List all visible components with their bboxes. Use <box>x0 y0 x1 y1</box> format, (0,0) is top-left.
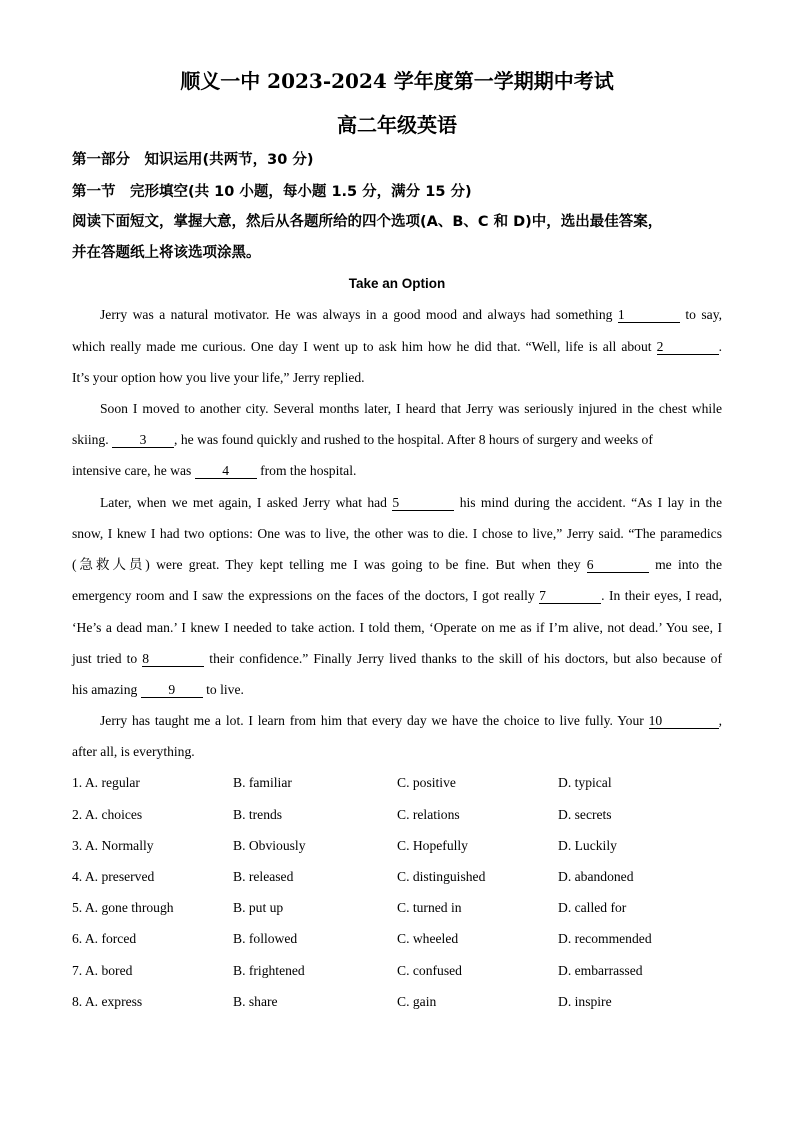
blank-1: 1 <box>618 308 680 323</box>
option-d: D. embarrassed <box>558 963 643 978</box>
option-a: 3. A. Normally <box>72 838 154 853</box>
passage-text: to live. <box>206 682 244 697</box>
passage-line <box>72 681 722 699</box>
option-c: C. confused <box>397 963 462 978</box>
passage-text: just tried to <box>72 651 138 666</box>
option-b: B. frightened <box>233 963 305 978</box>
passage-text: his amazing <box>72 682 138 697</box>
passage-text: which really made me curious. One day I went up to ask him how he did that. “Well, life is all about <box>72 339 652 354</box>
option-c: C. turned in <box>397 900 462 915</box>
passage-text: Later, when we met again, I asked Jerry what had <box>100 495 387 510</box>
passage-line <box>72 462 722 480</box>
option-d: D. inspire <box>558 994 612 1009</box>
passage-text: his mind during the accident. “As I lay in the <box>459 495 722 510</box>
option-a: 7. A. bored <box>72 963 133 978</box>
instruction-line-2: 并在答题纸上将该选项涂黑。 <box>72 245 261 261</box>
passage-text: (急救人员) were great. They kept telling me I was going to be fine. But when they <box>72 557 581 572</box>
blank-7: 7 <box>539 589 601 604</box>
exam-title: 顺义一中 2023-2024 学年度第一学期期中考试 <box>180 69 614 93</box>
passage-text: , he was found quickly and rushed to the hospital. After 8 hours of surgery and weeks of <box>174 432 653 447</box>
blank-4: 4 <box>195 464 257 479</box>
option-a: 8. A. express <box>72 994 143 1009</box>
passage-text: me into the <box>655 557 722 572</box>
passage-line: Soon I moved to another city. Several months later, I heard that Jerry was seriously injured in the chest while <box>100 401 722 416</box>
passage-text: intensive care, he was <box>72 463 192 478</box>
option-a: 1. A. regular <box>72 775 140 790</box>
option-b: B. followed <box>233 931 298 946</box>
passage-line <box>100 494 722 512</box>
passage-text: to say, <box>685 307 722 322</box>
blank-2: 2 <box>657 340 719 355</box>
passage-text: , <box>718 713 722 728</box>
passage-line <box>100 306 722 324</box>
passage-line: after all, is everything. <box>72 744 195 759</box>
blank-9: 9 <box>141 683 203 698</box>
blank-8: 8 <box>142 652 204 667</box>
blank-3: 3 <box>112 433 174 448</box>
passage-line <box>72 587 722 605</box>
passage-text: from the hospital. <box>260 463 357 478</box>
passage-text: . <box>718 339 722 354</box>
passage-text: skiing. <box>72 432 109 447</box>
option-d: D. abandoned <box>558 869 634 884</box>
passage-text: Jerry has taught me a lot. I learn from him that every day we have the choice to live fully. Your <box>100 713 644 728</box>
option-d: D. recommended <box>558 931 652 946</box>
option-d: D. Luckily <box>558 838 617 853</box>
option-b: B. Obviously <box>233 838 306 853</box>
blank-6: 6 <box>587 558 649 573</box>
option-d: D. typical <box>558 775 612 790</box>
blank-10: 10 <box>649 714 719 729</box>
passage-text: emergency room and I saw the expressions on the faces of the doctors, I got really <box>72 588 535 603</box>
option-a: 2. A. choices <box>72 807 143 822</box>
passage-line <box>72 338 722 356</box>
passage-line <box>72 556 722 574</box>
passage-text: . In their eyes, I read, <box>601 588 722 603</box>
option-c: C. wheeled <box>397 931 459 946</box>
option-b: B. share <box>233 994 278 1009</box>
option-c: C. Hopefully <box>397 838 468 853</box>
option-d: D. called for <box>558 900 627 915</box>
option-a: 4. A. preserved <box>72 869 155 884</box>
option-b: B. released <box>233 869 294 884</box>
option-c: C. gain <box>397 994 437 1009</box>
option-d: D. secrets <box>558 807 612 822</box>
exam-subtitle: 高二年级英语 <box>337 113 457 137</box>
passage-text: Jerry was a natural motivator. He was always in a good mood and always had something <box>100 307 613 322</box>
option-b: B. put up <box>233 900 284 915</box>
option-c: C. relations <box>397 807 460 822</box>
passage-line <box>72 431 722 449</box>
option-a: 6. A. forced <box>72 931 137 946</box>
passage-line: ‘He’s a dead man.’ I knew I needed to take action. I told them, ‘Operate on me as if I’m alive, not dead.’ You see, I <box>72 620 722 635</box>
option-b: B. trends <box>233 807 283 822</box>
instruction-line-1: 阅读下面短文，掌握大意，然后从各题所给的四个选项(A、B、C 和 D)中，选出最佳答案， <box>72 214 663 230</box>
passage-line: It’s your option how you live your life,” Jerry replied. <box>72 370 365 385</box>
passage-text: their confidence.” Finally Jerry lived thanks to the skill of his doctors, but also because of <box>209 651 722 666</box>
passage-line <box>100 712 722 730</box>
part-heading: 第一部分 知识运用(共两节，30 分) <box>72 152 314 168</box>
option-b: B. familiar <box>233 775 292 790</box>
blank-5: 5 <box>392 496 454 511</box>
passage-line: snow, I knew I had two options: One was to live, the other was to die. I chose to live,” Jerry said. “The paramedics <box>72 526 722 541</box>
section-heading: 第一节 完形填空(共 10 小题，每小题 1.5 分，满分 15 分) <box>72 184 472 200</box>
option-a: 5. A. gone through <box>72 900 174 915</box>
passage-line <box>72 650 722 668</box>
option-c: C. distinguished <box>397 869 486 884</box>
passage-title: Take an Option <box>348 276 446 291</box>
option-c: C. positive <box>397 775 456 790</box>
